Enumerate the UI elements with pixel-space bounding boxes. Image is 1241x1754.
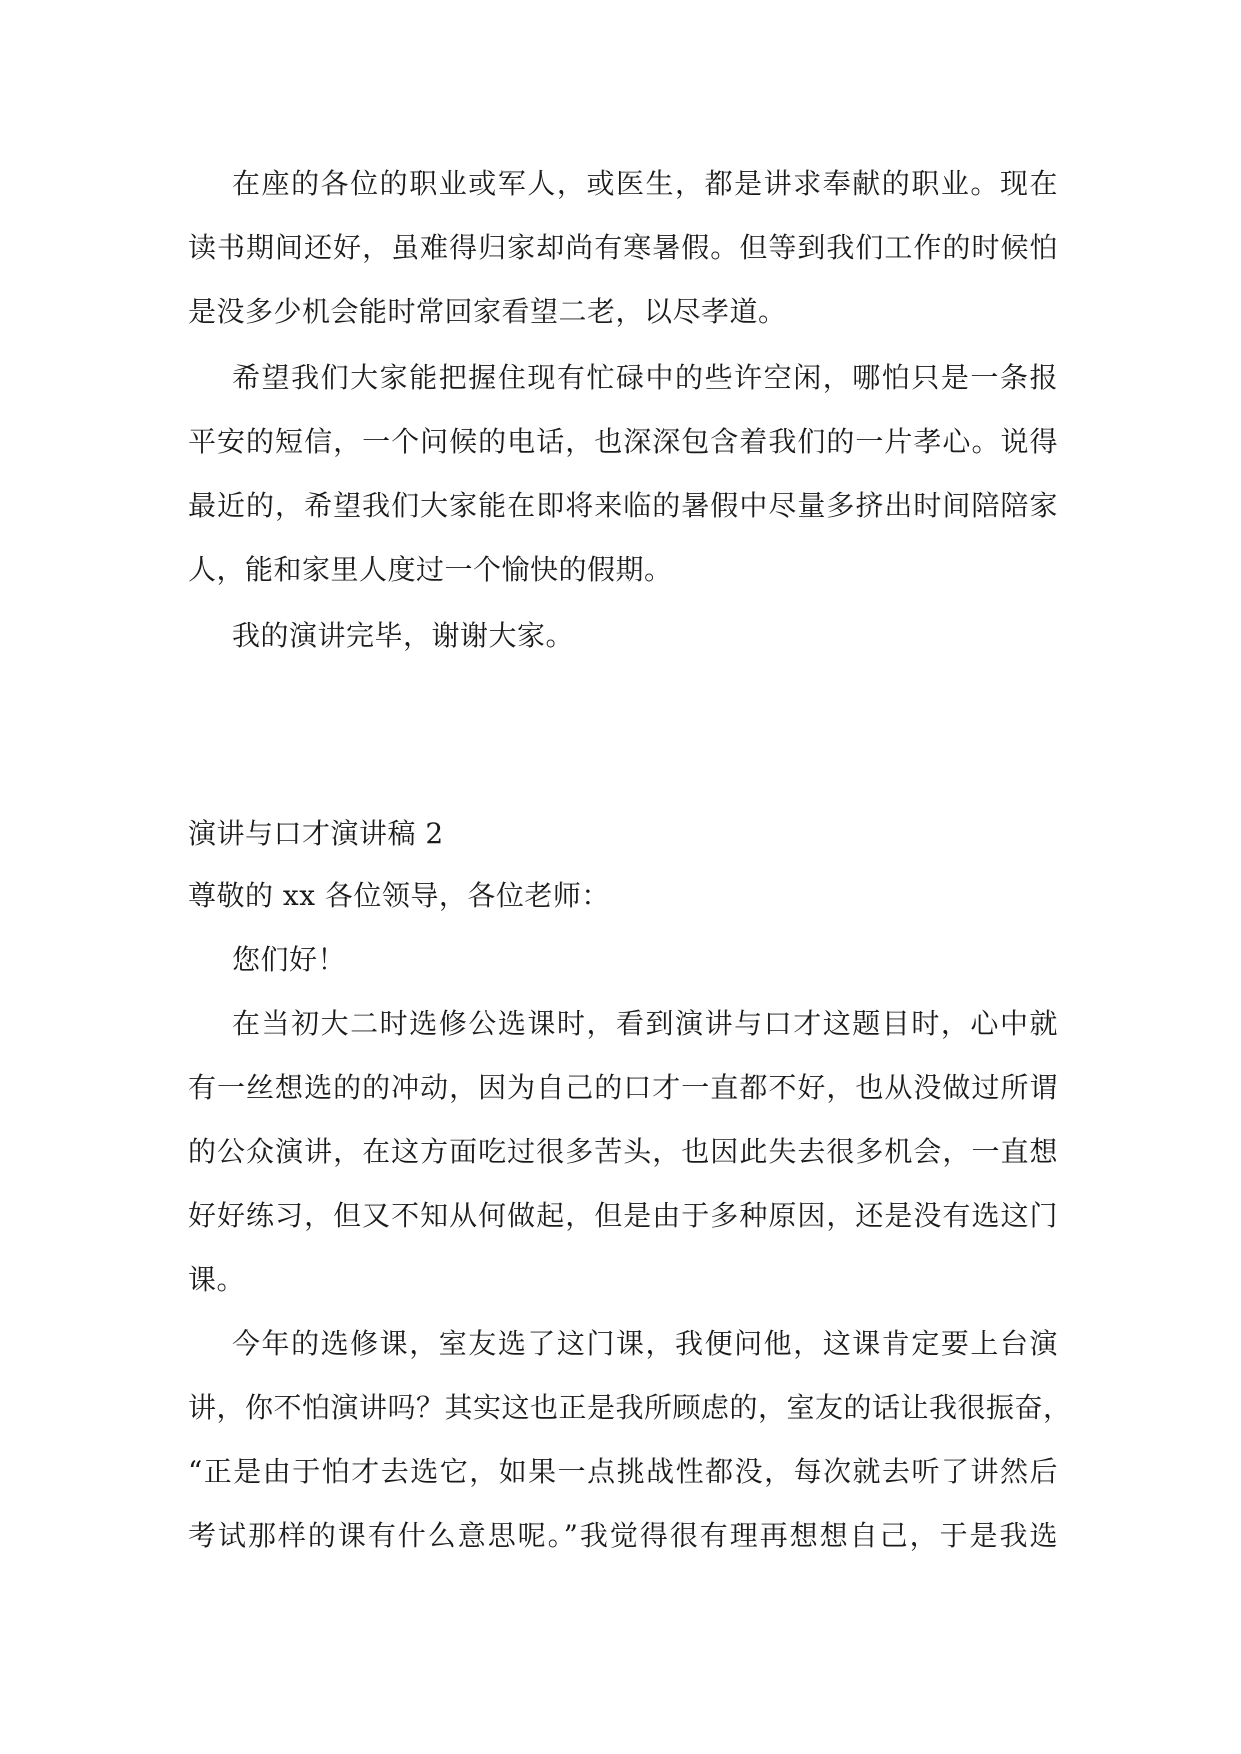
paragraph-line: 考试那样的课有什么意思呢。”我觉得很有理再想想自己，于是我选 — [188, 1519, 1058, 1552]
section-title: 演讲与口才演讲稿 2 — [188, 817, 444, 850]
paragraph-line: 在座的各位的职业或军人，或医生，都是讲求奉献的职业。现在 — [232, 167, 1058, 200]
paragraph-line: 希望我们大家能把握住现有忙碌中的些许空闲，哪怕只是一条报 — [232, 361, 1058, 394]
paragraph-line: 是没多少机会能时常回家看望二老，以尽孝道。 — [188, 295, 787, 328]
paragraph-line: 在当初大二时选修公选课时，看到演讲与口才这题目时，心中就 — [232, 1007, 1058, 1040]
paragraph-line: 最近的，希望我们大家能在即将来临的暑假中尽量多挤出时间陪陪家 — [188, 489, 1058, 522]
paragraph-line: 好好练习，但又不知从何做起，但是由于多种原因，还是没有选这门 — [188, 1199, 1058, 1232]
paragraph-line: 平安的短信，一个问候的电话，也深深包含着我们的一片孝心。说得 — [188, 425, 1058, 458]
paragraph-line: 今年的选修课，室友选了这门课，我便问他，这课肯定要上台演 — [232, 1327, 1058, 1360]
paragraph-line: 有一丝想选的的冲动，因为自己的口才一直都不好，也从没做过所谓 — [188, 1071, 1058, 1104]
salutation: 尊敬的 xx 各位领导，各位老师： — [188, 879, 610, 912]
paragraph-line: 读书期间还好，虽难得归家却尚有寒暑假。但等到我们工作的时候怕 — [188, 231, 1058, 264]
greeting: 您们好！ — [232, 943, 347, 976]
paragraph-line: 人，能和家里人度过一个愉快的假期。 — [188, 553, 673, 586]
paragraph-line: 我的演讲完毕，谢谢大家。 — [232, 619, 575, 652]
paragraph-line: 的公众演讲，在这方面吃过很多苦头，也因此失去很多机会，一直想 — [188, 1135, 1058, 1168]
paragraph-line: 讲，你不怕演讲吗？其实这也正是我所顾虑的，室友的话让我很振奋， — [188, 1391, 1072, 1424]
paragraph-line: 课。 — [188, 1263, 246, 1296]
paragraph-line: “正是由于怕才去选它，如果一点挑战性都没，每次就去听了讲然后 — [188, 1455, 1058, 1488]
